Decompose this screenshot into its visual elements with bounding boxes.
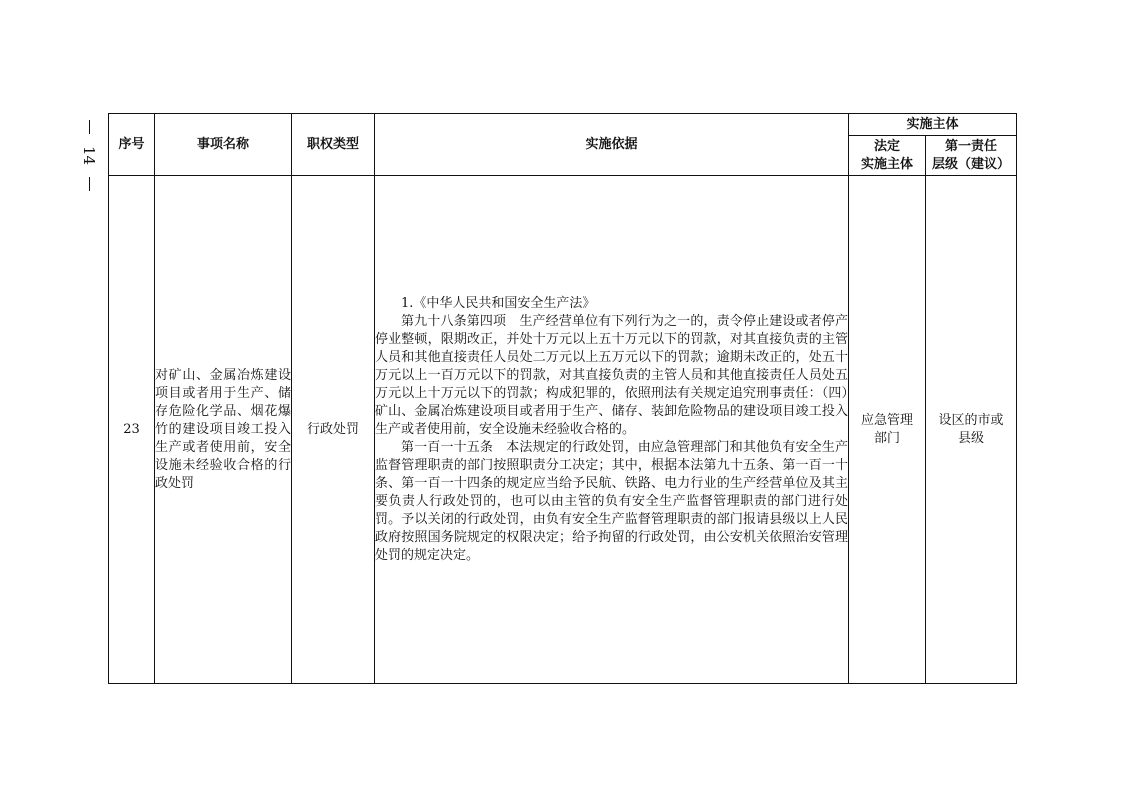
basis-article-98: 第九十八条第四项 生产经营单位有下列行为之一的，责令停止建设或者停产停业整顿，限期改正，并处十万元以上五十万元以下的罚款，对其直接负责的主管人员和其他直接责任人员处二万元以上五万元以下的罚款；逾期未改正的，处五十万元以上一百万元以下的罚款，对其直接负责的主管人员和其他直接责任人员处五万元以上十万元以下的罚款；构成犯罪的，依照刑法有关规定追究刑事责任：（四）矿山、金属冶炼建设项目或者用于生产、储存、装卸危险物品的建设项目竣工投入生产或者使用前，安全设施未经验收合格的。 bbox=[375, 313, 848, 437]
basis-law-title: 1.《中华人民共和国安全生产法》 bbox=[401, 295, 596, 311]
header-seq: 序号 bbox=[109, 114, 155, 176]
header-first-level: 第一责任 层级（建议） bbox=[926, 136, 1017, 176]
header-item-name: 事项名称 bbox=[155, 114, 292, 176]
page-number-value: 14 bbox=[80, 145, 99, 166]
page-number-dash-bottom bbox=[89, 177, 90, 191]
cell-first-level bbox=[926, 176, 1017, 684]
power-list-table bbox=[108, 113, 1017, 684]
header-legal-subject: 法定 实施主体 bbox=[849, 136, 926, 176]
page-number bbox=[74, 120, 104, 210]
cell-legal-subject bbox=[849, 176, 926, 684]
legal-subject-text: 应急管理部门 bbox=[860, 412, 913, 446]
cell-seq: 23 bbox=[109, 176, 155, 684]
first-level-text: 设区的市或县级 bbox=[938, 412, 1004, 446]
basis-article-115: 第一百一十五条 本法规定的行政处罚，由应急管理部门和其他负有安全生产监督管理职责的部门按照职责分工决定；其中，根据本法第九十五条、第一百一十条、第一百一十四条的规定应当给予民航、铁路、电力行业的生产经营单位及其主要负责人行政处罚的，也可以由主管的负有安全生产监督管理职责的部门进行处罚。予以关闭的行政处罚，由负有安全生产监督管理职责的部门报请县级以上人民政府按照国务院规定的权限决定；给予拘留的行政处罚，由公安机关依照治安管理处罚的规定决定。 bbox=[375, 439, 848, 563]
cell-item-name: 对矿山、金属冶炼建设项目或者用于生产、储存危险化学品、烟花爆竹的建设项目竣工投入生产或者使用前，安全设施未经验收合格的行政处罚 bbox=[155, 176, 292, 684]
cell-basis bbox=[375, 176, 849, 684]
page-number-dash-top bbox=[89, 120, 90, 134]
header-basis: 实施依据 bbox=[375, 114, 849, 176]
table-row bbox=[109, 176, 1017, 684]
cell-power-type: 行政处罚 bbox=[292, 176, 375, 684]
header-power-type: 职权类型 bbox=[292, 114, 375, 176]
header-subject-group: 实施主体 bbox=[849, 114, 1017, 136]
